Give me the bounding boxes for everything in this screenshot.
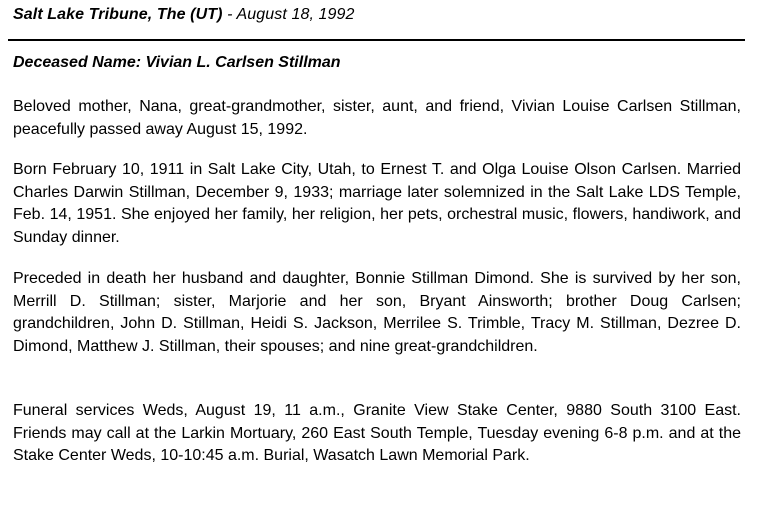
paragraph-announcement: Beloved mother, Nana, great-grandmother, sister, aunt, and friend, Vivian Louise Carlsen Stillman, peacefully passed away August 15, 1992.: [13, 98, 741, 138]
paragraph-biography: Born February 10, 1911 in Salt Lake City, Utah, to Ernest T. and Olga Louise Olson Carlsen. Married Charles Darwin Stillman, December 9, 1933; marriage later solemnized in the Salt Lake LDS Temple, Feb. 14, 1951. She enjoyed her family, her religion, her pets, orchestral music, flowers, handiwork, and Sunday dinner.: [13, 161, 741, 247]
deceased-name: Deceased Name: Vivian L. Carlsen Stillman: [13, 54, 341, 71]
paragraph-survivors: Preceded in death her husband and daughter, Bonnie Stillman Dimond. She is survived by her son, Merrill D. Stillman; sister, Marjorie and her son, Bryant Ainsworth; brother Doug Carlsen; grandchildren, John D. Stillman, Heidi S. Jackson, Merrilee S. Trimble, Tracy M. Stillman, Dezree D. Dimond, Matthew J. Stillman, their spouses; and nine great-grandchildren.: [13, 270, 741, 356]
publication-date: August 18, 1992: [236, 6, 355, 23]
source-header: [13, 6, 355, 24]
paragraph-services: Funeral services Weds, August 19, 11 a.m., Granite View Stake Center, 9880 South 3100 East. Friends may call at the Larkin Mortuary, 260 East South Temple, Tuesday evening 6-8 p.m. and at the Stake Center Weds, 10-10:45 a.m. Burial, Wasatch Lawn Memorial Park.: [13, 402, 741, 465]
publication-name: Salt Lake Tribune, The (UT): [13, 6, 223, 23]
header-divider: [8, 39, 745, 41]
header-separator: -: [222, 6, 237, 23]
